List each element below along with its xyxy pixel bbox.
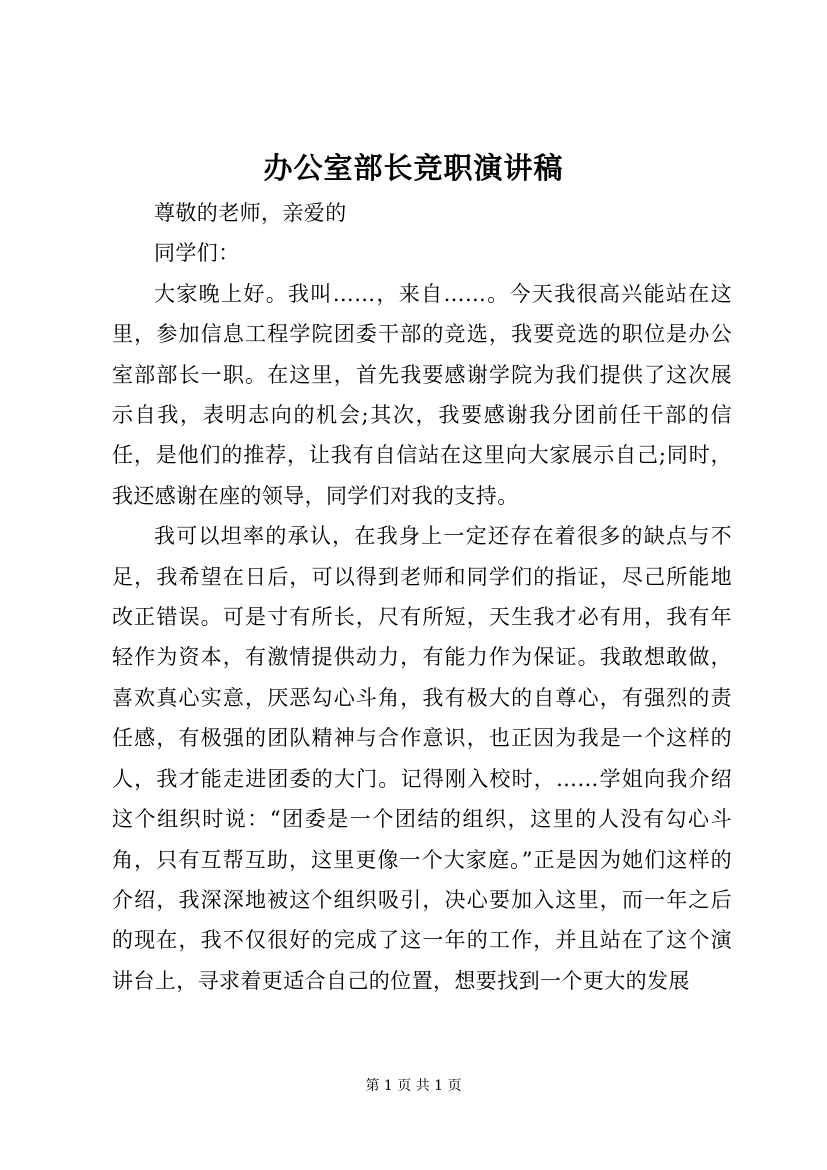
page-footer bbox=[0, 1076, 827, 1096]
paragraph-self-assessment: 我可以坦率的承认，在我身上一定还存在着很多的缺点与不足，我希望在日后，可以得到老师和同学们的指证，尽己所能地改正错误。可是寸有所长，尺有所短，天生我才必有用，我有年轻作为资本，有激情提供动力，有能力作为保证。我敢想敢做，喜欢真心实意，厌恶勾心斗角，我有极大的自尊心，有强烈的责任感，有极强的团队精神与合作意识，也正因为我是一个这样的人，我才能走进团委的大门。记得刚入校时，……学姐向我介绍这个组织时说：“团委是一个团结的组织，这里的人没有勾心斗角，只有互帮互助，这里更像一个大家庭。”正是因为她们这样的介绍，我深深地被这个组织吸引，决心要加入这里，而一年之后的现在，我不仅很好的完成了这一年的工作，并且站在了这个演讲台上，寻求着更适合自己的位置，想要找到一个更大的发展 bbox=[112, 524, 732, 993]
salutation-line-1: 尊敬的老师，亲爱的 bbox=[154, 201, 347, 225]
page-number: 第 1 页 共 1 页 bbox=[365, 1078, 462, 1094]
salutation-line-2: 同学们： bbox=[154, 241, 240, 266]
document-title: 办公室部长竞职演讲稿 bbox=[263, 151, 564, 185]
document-body bbox=[112, 193, 732, 1001]
paragraph-introduction: 大家晚上好。我叫……，来自……。今天我很高兴能站在这里，参加信息工程学院团委干部的竞选，我要竞选的职位是办公室部部长一职。在这里，首先我要感谢学院为我们提供了这次展示自我，表明志向的机会;其次，我要感谢我分团前任干部的信任，是他们的推荐，让我有自信站在这里向大家展示自己;同时，我还感谢在座的领导，同学们对我的支持。 bbox=[112, 281, 732, 508]
